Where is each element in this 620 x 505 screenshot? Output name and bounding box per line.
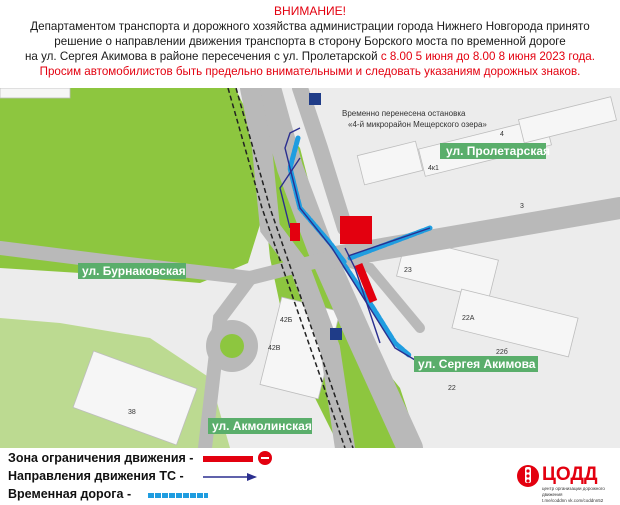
street-label-burnakovskaya: ул. Бурнаковская xyxy=(82,264,186,278)
logo-title: ЦОДД xyxy=(542,464,598,485)
house-number-42b: 42Б xyxy=(280,317,293,324)
house-number-22a: 22А xyxy=(462,315,475,322)
street-label-proletarskaya: ул. Пролетарская xyxy=(446,144,551,158)
house-number-22b: 22б xyxy=(496,349,508,356)
stop-note-line-1: Временно перенесена остановка xyxy=(342,109,466,118)
house-number-23: 23 xyxy=(404,267,412,274)
legend-restriction-swatch xyxy=(203,456,253,462)
notice-line-3 xyxy=(0,49,620,64)
notice-line-1: Департаментом транспорта и дорожного хозяйства администрации города Нижнего Новгорода принято xyxy=(30,20,590,33)
notice-line-4: Просим автомобилистов быть предельно внимательными и следовать указаниям дорожных знаков. xyxy=(39,65,581,78)
restriction-zone-1 xyxy=(340,216,372,244)
logo-subtitle-1: центр организации дорожного движения xyxy=(542,486,605,497)
intersection-map xyxy=(0,88,620,448)
house-number-4: 4 xyxy=(500,131,504,138)
legend-restriction-label: Зона ограничения движения - xyxy=(8,451,194,465)
bus-stop-sign-north xyxy=(309,93,321,105)
codd-logo xyxy=(516,458,616,502)
house-number-3: 3 xyxy=(520,203,524,210)
roundabout-island xyxy=(220,334,244,358)
direction-arrow-icon xyxy=(203,472,258,482)
bus-stop-sign-south xyxy=(330,328,342,340)
notice-line-3-text: на ул. Сергея Акимова в районе пересечения с ул. Пролетарской xyxy=(25,50,381,63)
stop-note-line-2: «4-й микрорайон Мещерского озера» xyxy=(348,120,487,129)
legend-temp-road-swatch xyxy=(148,493,208,498)
logo-subtitle xyxy=(542,486,618,504)
notice-line-2: решение о направлении движения транспорта в сторону Борского моста по временной дороге xyxy=(54,35,566,48)
house-number-42v: 42В xyxy=(268,345,281,352)
street-label-akmolinskaya: ул. Акмолинская xyxy=(212,419,312,433)
legend-direction xyxy=(8,469,184,483)
notice-header xyxy=(0,4,620,79)
logo-subtitle-2: t.me/coddnn vk.com/coddnn52 xyxy=(542,498,604,503)
notice-dates: с 8.00 5 июня до 8.00 8 июня 2023 года. xyxy=(380,50,595,63)
legend-temp-road-label: Временная дорога - xyxy=(8,487,132,501)
street-label-akimova: ул. Сергея Акимова xyxy=(418,357,536,371)
legend-temp-road xyxy=(8,487,131,501)
notice-title: ВНИМАНИЕ! xyxy=(274,4,346,18)
legend-restriction xyxy=(8,451,193,465)
house-number-4k1: 4к1 xyxy=(428,165,439,172)
house-number-38: 38 xyxy=(128,409,136,416)
no-entry-icon xyxy=(258,451,272,465)
restriction-zone-2 xyxy=(290,223,300,241)
legend-direction-label: Направления движения ТС - xyxy=(8,469,184,483)
house-number-22: 22 xyxy=(448,385,456,392)
